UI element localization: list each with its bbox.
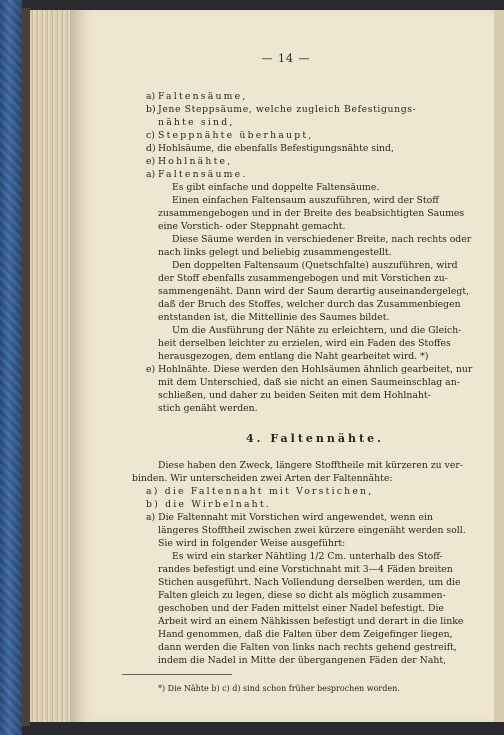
list-label: a) [146, 91, 156, 102]
page-right-edge [494, 10, 504, 722]
text-line: a) die Faltennaht mit Vorstichen, [146, 486, 374, 497]
list-item: Hohlnähte, [158, 156, 233, 167]
text-line: binden. Wir unterscheiden zwei Arten der Faltennähte: [132, 473, 393, 484]
footnote-rule [122, 674, 232, 675]
list-item: Steppnähte überhaupt, [158, 130, 314, 141]
text-line: geschoben und der Faden mittelst einer Nadel befestigt. Die [158, 603, 444, 614]
text-line: der Stoff ebenfalls zusammengebogen und mit Vorstichen zu- [158, 273, 448, 284]
text-line: Einen einfachen Faltensaum auszuführen, wird der Stoff [172, 195, 439, 206]
text-line: herausgezogen, dem entlang die Naht gearbeitet wird. *) [158, 351, 429, 362]
list-item: Jene Steppsäume, welche zugleich Befestigungs- [158, 104, 417, 115]
list-label: d) [146, 143, 156, 154]
text-line: sammengenäht. Dann wird der Saum derartig auseinandergelegt, [158, 286, 470, 297]
list-label: e) [146, 156, 156, 167]
text-line: daß der Bruch des Stoffes, welcher durch das Zusammenbiegen [158, 299, 461, 310]
text-line: Diese haben den Zweck, längere Stofftheile mit kürzeren zu ver- [158, 460, 463, 471]
list-item: Faltensäume. [158, 169, 248, 180]
text-line: Hand genommen, daß die Falten über dem Zeigefinger liegen, [158, 629, 453, 640]
text-line: mit dem Unterschied, daß sie nicht an einen Saumeinschlag an- [158, 377, 460, 388]
list-label: b) [146, 104, 156, 115]
text-line: indem die Nadel in Mitte der übergangenen Fäden der Naht, [158, 655, 447, 666]
text-line: Es wird ein starker Nähtling 1/2 Cm. unterhalb des Stoff- [172, 551, 443, 562]
text-line: a) Die Faltennaht mit Vorstichen wird angewendet, wenn ein [146, 512, 433, 523]
text-line: zusammengebogen und in der Breite des beabsichtigten Saumes [158, 208, 465, 219]
list-item: Hohlsäume, die ebenfalls Befestigungsnähte sind, [158, 143, 394, 154]
text-line: Arbeit wird an einem Nähkissen befestigt und derart in die linke [158, 616, 464, 627]
text-line: Um die Ausführung der Nähte zu erleichtern, und die Gleich- [172, 325, 462, 336]
text-line: schließen, und daher zu beiden Seiten mit dem Hohlnaht- [158, 390, 431, 401]
text-line: Diese Säume werden in verschiedener Breite, nach rechts oder [172, 234, 472, 245]
text-line: e) Hohlnähte. Diese werden den Hohlsäumen ähnlich gearbeitet, nur [146, 364, 473, 375]
text-line: Sie wird in folgender Weise ausgeführt: [158, 538, 346, 549]
text-line: entstanden ist, die Mittellinie des Saumes bildet. [158, 312, 390, 323]
text-line: randes befestigt und eine Vorstichnaht mit 3—4 Fäden breiten [158, 564, 453, 575]
list-label: a) [146, 169, 156, 180]
text-line: eine Vorstich- oder Steppnaht gemacht. [158, 221, 346, 232]
text-line: nach links gelegt und beliebig zusammengestellt. [158, 247, 392, 258]
text-line: heit derselben leichter zu erzielen, wird ein Faden des Stoffes [158, 338, 451, 349]
text-line: Es gibt einfache und doppelte Faltensäume. [172, 182, 380, 193]
page-number: — 14 — [261, 52, 311, 65]
text-line: b) die Wirbelnaht. [146, 499, 271, 510]
text-line: längeres Stofftheil zwischen zwei kürzere eingenäht werden soll. [158, 525, 466, 536]
text-line: Den doppelten Faltensaum (Quetschfalte) auszuführen, wird [172, 260, 458, 271]
list-item: Faltensäume, [158, 91, 248, 102]
list-item: nähte sind, [158, 117, 235, 128]
footnote: *) Die Nähte b) c) d) sind schon früher besprochen worden. [158, 684, 400, 693]
section-heading: 4. Faltennähte. [246, 432, 384, 445]
page-edges [30, 10, 70, 722]
text-line: Stichen ausgeführt. Nach Vollendung derselben werden, um die [158, 577, 461, 588]
book-cover [0, 0, 22, 735]
text-line: Falten gleich zu legen, diese so dicht als möglich zusammen- [158, 590, 446, 601]
text-line: stich genäht werden. [158, 403, 258, 414]
list-label: c) [146, 130, 155, 141]
book-spine [22, 8, 30, 726]
text-line: dann werden die Falten von links nach rechts gehend gestreift, [158, 642, 457, 653]
